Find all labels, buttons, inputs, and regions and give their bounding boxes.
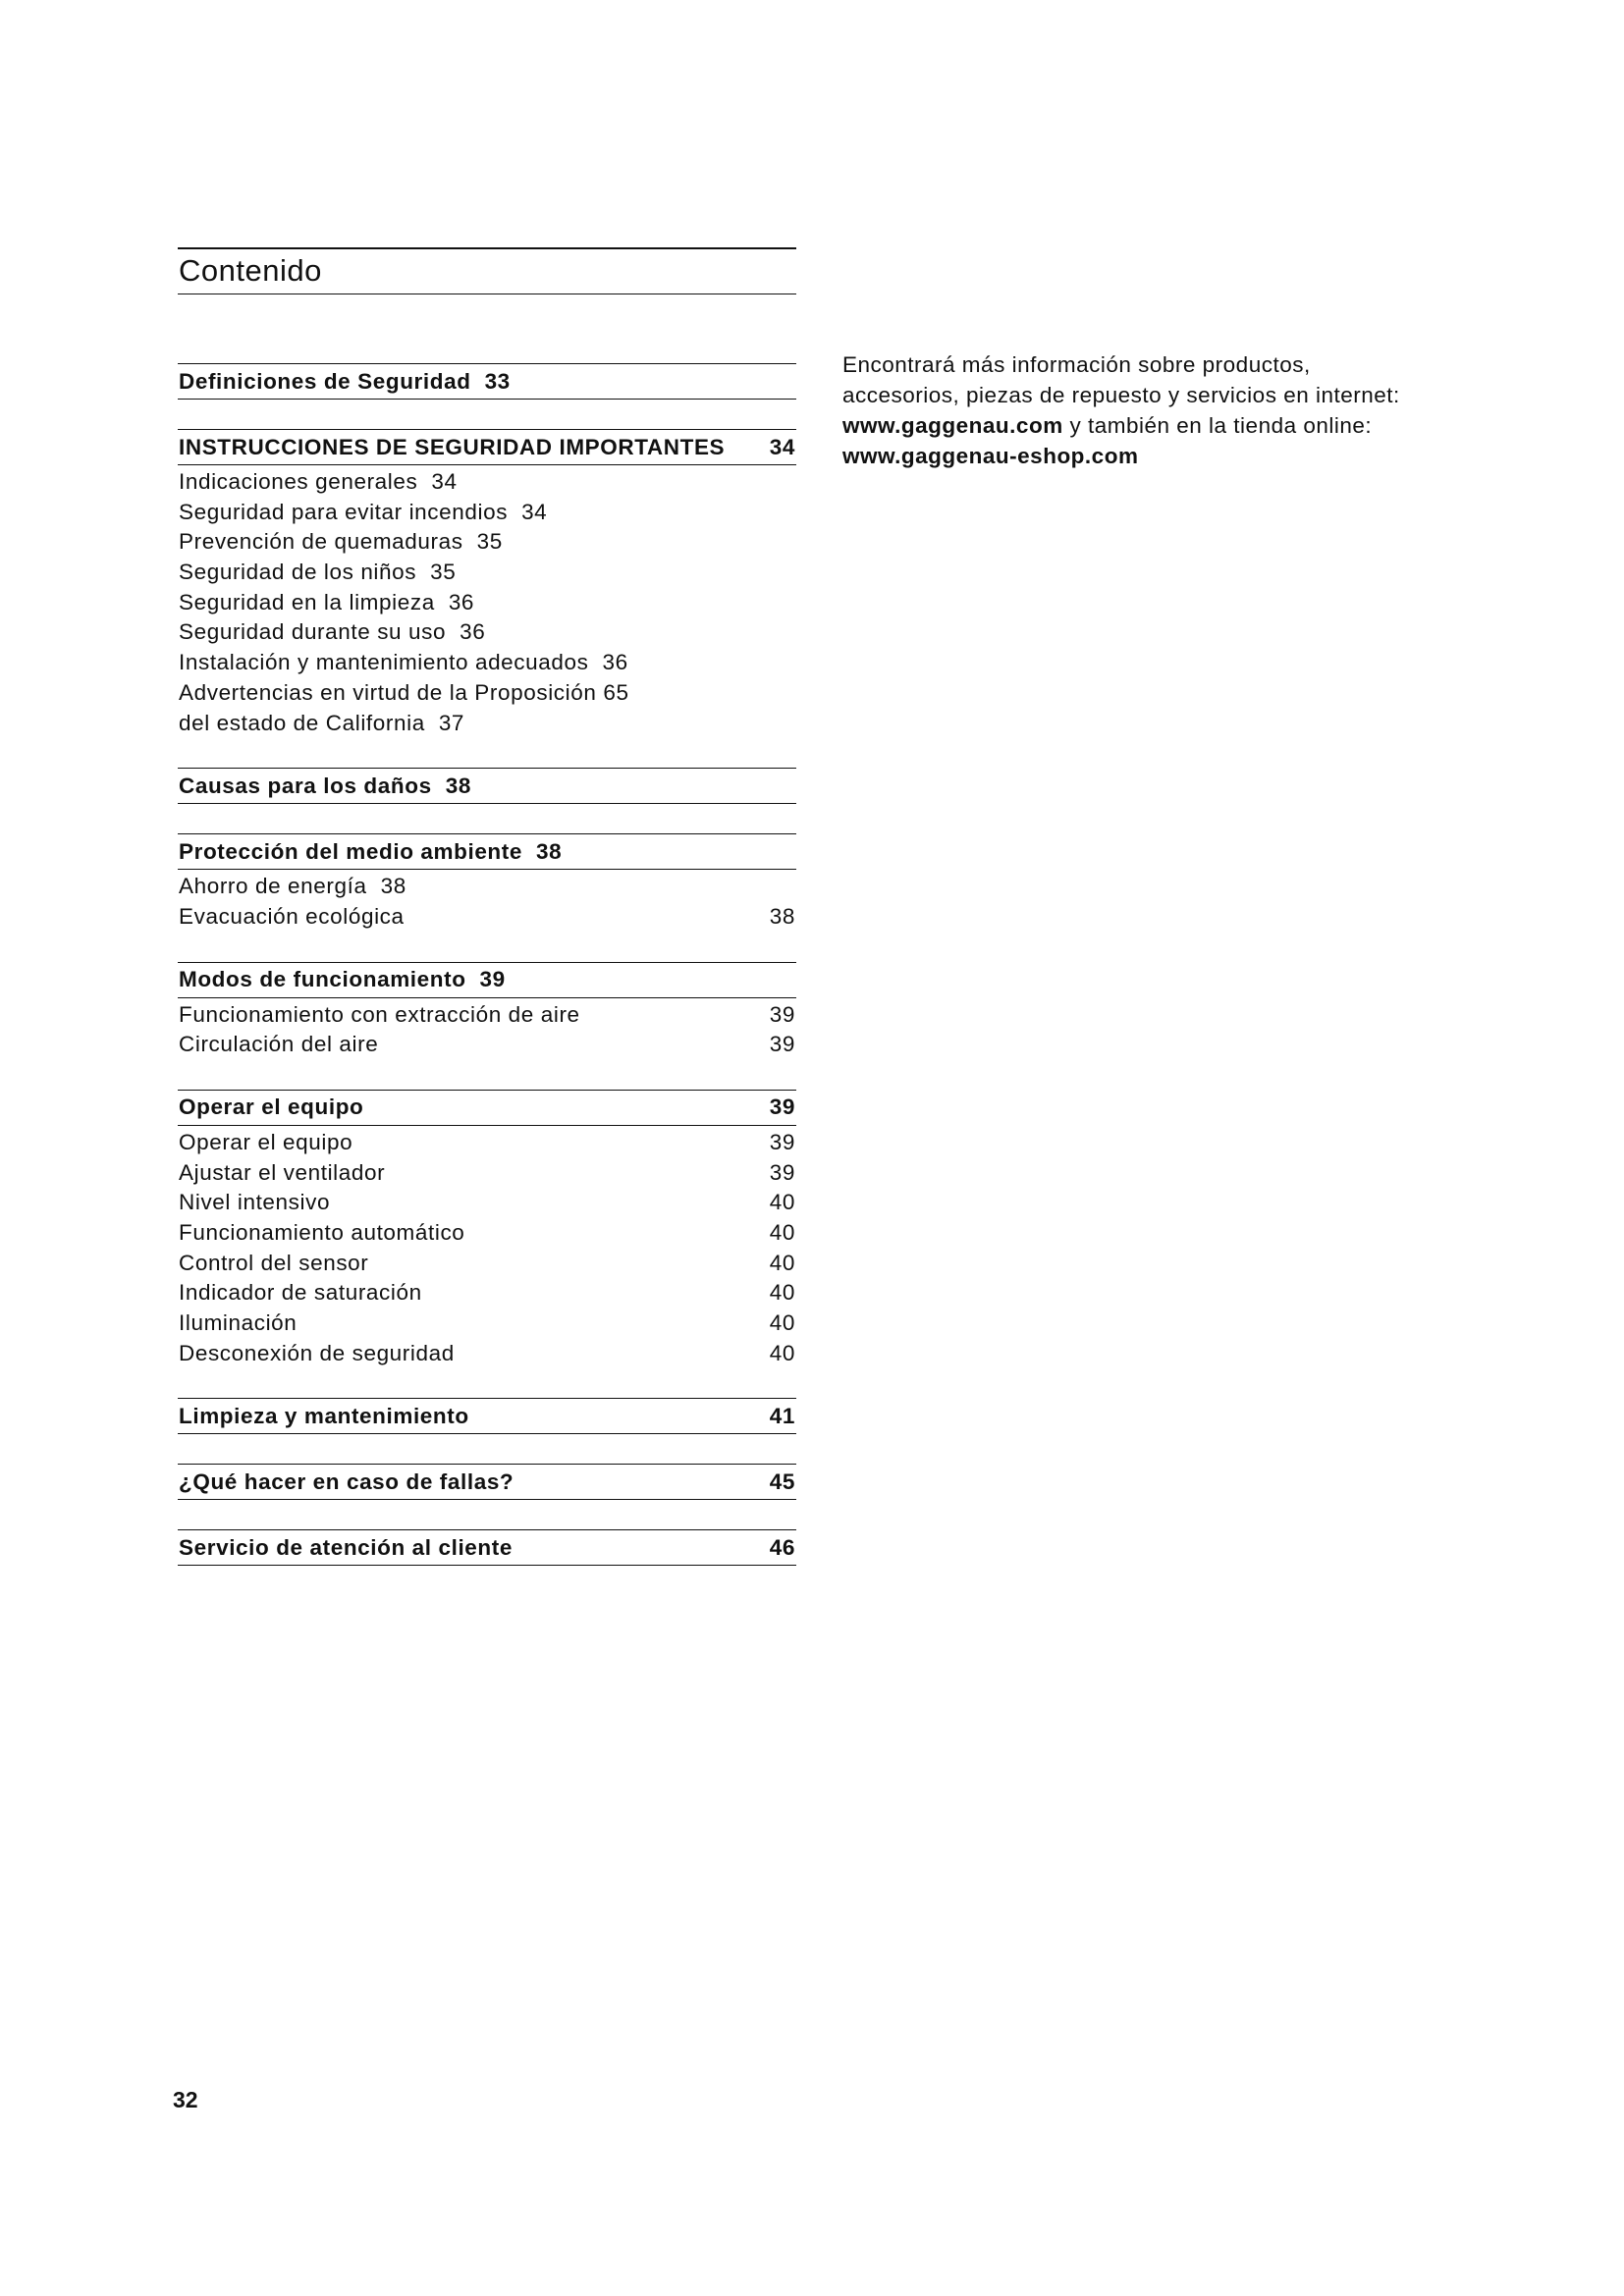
toc-item[interactable] xyxy=(178,527,796,558)
toc-item[interactable] xyxy=(178,498,796,528)
toc-section-page: 41 xyxy=(769,1403,795,1428)
toc-item-text: Prevención de quemaduras xyxy=(179,529,463,555)
toc-item-text: Ajustar el ventilador xyxy=(179,1159,386,1185)
toc-item-page: 40 xyxy=(769,1190,795,1215)
toc-item-page: 39 xyxy=(769,1129,795,1154)
toc-item-page: 40 xyxy=(769,1250,795,1275)
toc-section-title: INSTRUCCIONES DE SEGURIDAD IMPORTANTES xyxy=(179,434,726,459)
toc-item-text: Circulación del aire xyxy=(179,1032,379,1057)
toc-section xyxy=(178,768,796,804)
toc-section-page: 39 xyxy=(769,1095,795,1120)
toc-section-page: 45 xyxy=(769,1468,795,1494)
toc-item-list xyxy=(178,465,796,738)
toc-section-heading[interactable] xyxy=(178,429,796,465)
toc-item-page: 36 xyxy=(602,650,628,675)
toc-section xyxy=(178,1464,796,1500)
toc-item-text: Seguridad de los niños xyxy=(179,560,417,585)
info-line: Encontrará más información sobre productos, xyxy=(842,352,1311,377)
info-line xyxy=(842,410,1471,441)
toc-section-heading[interactable] xyxy=(178,768,796,804)
info-paragraph xyxy=(842,349,1471,471)
toc-section xyxy=(178,1090,796,1369)
toc-item-page: 35 xyxy=(476,529,503,555)
toc-item-page: 39 xyxy=(769,1001,795,1027)
toc-section-title: Operar el equipo xyxy=(179,1095,364,1120)
toc-section-heading[interactable] xyxy=(178,1398,796,1434)
toc-item-page: 36 xyxy=(460,619,486,645)
toc-item-page: 40 xyxy=(769,1340,795,1365)
toc-title: Contenido xyxy=(178,247,796,294)
toc-section-page: 34 xyxy=(769,434,795,459)
toc-item-text: Seguridad en la limpieza xyxy=(179,589,435,614)
info-line: accesorios, piezas de repuesto y servicios en internet: xyxy=(842,383,1400,407)
toc-section-title: Causas para los daños xyxy=(179,773,432,798)
toc-item[interactable] xyxy=(178,709,796,739)
toc-item[interactable] xyxy=(178,1158,796,1189)
toc-section-page: 39 xyxy=(479,967,506,992)
toc-section-title: Limpieza y mantenimiento xyxy=(179,1403,469,1428)
toc-item-page: 38 xyxy=(380,874,406,899)
toc-section xyxy=(178,1529,796,1566)
toc-item[interactable] xyxy=(178,872,796,902)
toc-item-text: Advertencias en virtud de la Proposición 65 xyxy=(179,679,629,705)
toc-section-title: ¿Qué hacer en caso de fallas? xyxy=(179,1468,514,1494)
toc-section-page: 33 xyxy=(484,368,511,394)
toc-section-title: Definiciones de Seguridad xyxy=(179,368,471,394)
toc-item-page: 39 xyxy=(769,1032,795,1057)
toc-item-list xyxy=(178,870,796,932)
toc-section-heading[interactable] xyxy=(178,1464,796,1500)
toc-item-list xyxy=(178,1126,796,1369)
toc-item[interactable] xyxy=(178,648,796,678)
toc-section xyxy=(178,833,796,932)
toc-sections xyxy=(178,363,796,1566)
toc-item-page: 39 xyxy=(769,1159,795,1185)
toc-item[interactable] xyxy=(178,1000,796,1031)
toc-section-heading[interactable] xyxy=(178,833,796,870)
toc-item-list xyxy=(178,998,796,1060)
toc-item-page: 40 xyxy=(769,1280,795,1306)
toc-item-text: del estado de California xyxy=(179,710,425,735)
eshop-link[interactable]: www.gaggenau-eshop.com xyxy=(842,444,1139,468)
toc-item-text: Indicaciones generales xyxy=(179,469,418,494)
toc-item-page: 40 xyxy=(769,1220,795,1245)
toc-item[interactable] xyxy=(178,1128,796,1158)
toc-section-heading[interactable] xyxy=(178,962,796,998)
toc-item-page: 36 xyxy=(448,589,475,614)
toc-item[interactable] xyxy=(178,617,796,648)
toc-item-page: 34 xyxy=(431,469,458,494)
toc-item-text: Desconexión de seguridad xyxy=(179,1340,455,1365)
toc-item-text: Operar el equipo xyxy=(179,1129,353,1154)
toc-item-text: Instalación y mantenimiento adecuados xyxy=(179,650,589,675)
toc-section-heading[interactable] xyxy=(178,363,796,400)
toc-section xyxy=(178,429,796,738)
table-of-contents xyxy=(178,247,796,1595)
toc-item-page: 35 xyxy=(430,560,457,585)
toc-section-page: 38 xyxy=(445,773,471,798)
page-number: 32 xyxy=(173,2087,198,2112)
toc-item-page: 38 xyxy=(769,903,795,929)
toc-item-page: 37 xyxy=(438,710,465,735)
toc-section-heading[interactable] xyxy=(178,1529,796,1566)
toc-item-text: Evacuación ecológica xyxy=(179,903,405,929)
toc-item-text: Iluminación xyxy=(179,1310,298,1336)
toc-item-text: Funcionamiento automático xyxy=(179,1220,465,1245)
info-line xyxy=(842,441,1471,471)
toc-section xyxy=(178,962,796,1060)
toc-item[interactable] xyxy=(178,1308,796,1339)
toc-item[interactable] xyxy=(178,1188,796,1218)
toc-item-text: Seguridad durante su uso xyxy=(179,619,447,645)
toc-section xyxy=(178,363,796,400)
toc-item-text: Ahorro de energía xyxy=(179,874,367,899)
info-text: y también en la tienda online: xyxy=(1069,413,1373,438)
toc-item[interactable] xyxy=(178,1030,796,1060)
toc-item[interactable] xyxy=(178,1218,796,1249)
toc-section-page: 38 xyxy=(535,838,563,864)
toc-item-text: Nivel intensivo xyxy=(179,1190,331,1215)
toc-item-text: Control del sensor xyxy=(179,1250,369,1275)
toc-section-heading[interactable] xyxy=(178,1090,796,1126)
toc-item[interactable] xyxy=(178,467,796,498)
toc-item-page: 40 xyxy=(769,1310,795,1336)
toc-item[interactable] xyxy=(178,1249,796,1279)
toc-item-text: Funcionamiento con extracción de aire xyxy=(179,1001,580,1027)
toc-section-title: Protección del medio ambiente xyxy=(179,838,522,864)
toc-section-title: Servicio de atención al cliente xyxy=(179,1534,513,1560)
toc-item-text: Indicador de saturación xyxy=(179,1280,422,1306)
toc-item[interactable] xyxy=(178,902,796,933)
toc-section xyxy=(178,1398,796,1434)
toc-item-page: 34 xyxy=(521,499,548,524)
toc-item-text: Seguridad para evitar incendios xyxy=(179,499,509,524)
toc-item[interactable] xyxy=(178,678,796,709)
toc-item[interactable] xyxy=(178,558,796,588)
toc-item[interactable] xyxy=(178,1339,796,1369)
toc-item[interactable] xyxy=(178,588,796,618)
toc-section-page: 46 xyxy=(769,1534,795,1560)
toc-section-title: Modos de funcionamiento xyxy=(179,967,466,992)
website-link[interactable]: www.gaggenau.com xyxy=(842,413,1063,438)
toc-item[interactable] xyxy=(178,1278,796,1308)
